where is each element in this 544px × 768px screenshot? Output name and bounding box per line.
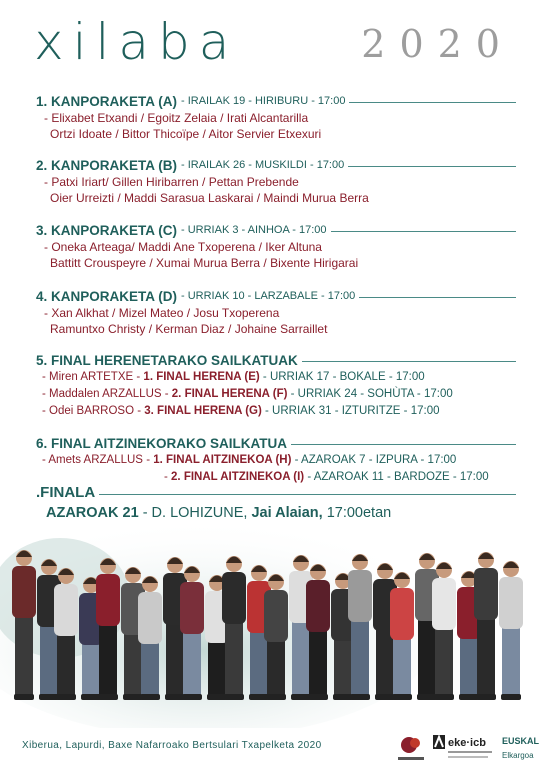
section-final-aitzinekoa: [36, 434, 516, 486]
participants-line: Oier Urreizti / Maddi Sarasua Laskarai / Maindi Murua Berra: [50, 191, 369, 205]
sponsor-logo-icon: [396, 732, 426, 764]
svg-text:EUSKAL: EUSKAL: [502, 736, 540, 746]
person-figure: [96, 558, 120, 700]
section-kanporaketa-a: [36, 92, 516, 142]
person-figure: [12, 550, 36, 700]
group-photo: [0, 528, 544, 728]
participants-line: - Xan Alkhat / Mizel Mateo / Josu Txoperena: [44, 306, 280, 320]
person-figure: [390, 572, 414, 700]
section-final-herena: [36, 351, 516, 420]
participants-line: - Patxi Iriart/ Gillen Hiribarren / Pettan Prebende: [44, 175, 299, 189]
svg-text:eke·icb: eke·icb: [448, 737, 486, 749]
divider: [359, 297, 516, 298]
qualifier-row: - 2. FINAL AITZINEKOA (I) - AZAROAK 11 - BARDOZE - 17:00: [164, 471, 489, 483]
section-title: 2. KANPORAKETA (B): [36, 157, 177, 173]
svg-text:Elkargoa: Elkargoa: [502, 751, 534, 760]
section-title: 1. KANPORAKETA (A): [36, 93, 177, 109]
person-figure: [264, 574, 288, 700]
section-title: 4. KANPORAKETA (D): [36, 288, 177, 304]
section-kanporaketa-d: [36, 287, 516, 337]
section-title: 6. FINAL AITZINEKORAKO SAILKATUA: [36, 435, 287, 451]
footer: [0, 728, 544, 768]
section-meta: - URRIAK 3 - AINHOA - 17:00: [181, 224, 327, 236]
eke-logo: [432, 732, 494, 764]
person-figure: [432, 562, 456, 700]
divider: [331, 231, 517, 232]
final-title: .FINALA: [36, 484, 96, 501]
person-figure: [348, 554, 372, 700]
participants-line: - Oneka Arteaga/ Maddi Ane Txoperena / Iker Altuna: [44, 240, 322, 254]
section-title: 3. KANPORAKETA (C): [36, 222, 177, 238]
section-meta: - IRAILAK 19 - HIRIBURU - 17:00: [181, 95, 346, 107]
person-figure: [306, 564, 330, 700]
poster-year: 2020: [361, 22, 514, 66]
qualifier-row: - Odei BARROSO - 3. FINAL HERENA (G) - URRIAK 31 - IZTURITZE - 17:00: [42, 405, 440, 417]
person-figure: [54, 568, 78, 700]
poster-header: [34, 14, 514, 70]
divider: [349, 102, 516, 103]
participants-line: Ramuntxo Christy / Kerman Diaz / Johaine Sarraillet: [50, 322, 328, 336]
qualifier-row: - Amets ARZALLUS - 1. FINAL AITZINEKOA (H) - AZAROAK 7 - IZPURA - 17:00: [42, 454, 457, 466]
section-title: 5. FINAL HERENETARAKO SAILKATUAK: [36, 352, 298, 368]
participants-line: - Elixabet Etxandi / Egoitz Zelaia / Irati Alcantarilla: [44, 111, 309, 125]
section-kanporaketa-c: [36, 221, 516, 271]
section-kanporaketa-b: [36, 156, 516, 206]
person-figure: [499, 561, 523, 700]
divider: [99, 494, 516, 495]
qualifier-row: - Miren ARTETXE - 1. FINAL HERENA (E) - URRIAK 17 - BOKALE - 17:00: [42, 371, 425, 383]
participants-line: Ortzi Idoate / Bittor Thicoïpe / Aitor Servier Etxexuri: [50, 127, 322, 141]
section-meta: - IRAILAK 26 - MUSKILDI - 17:00: [181, 159, 345, 171]
qualifier-row: - Maddalen ARZALLUS - 2. FINAL HERENA (F) - URRIAK 24 - SOHÙTA - 17:00: [42, 388, 453, 400]
person-figure: [138, 576, 162, 700]
final-details: AZAROAK 21 - D. LOHIZUNE, Jai Alaian, 17:00etan: [46, 505, 392, 521]
final-section: [36, 484, 516, 521]
divider: [302, 361, 516, 362]
person-figure: [222, 556, 246, 700]
participants-line: Battitt Crouspeyre / Xumai Murua Berra / Bixente Hirigarai: [50, 256, 359, 270]
divider: [348, 166, 516, 167]
divider: [291, 444, 516, 445]
person-figure: [180, 566, 204, 700]
footer-text: Xiberua, Lapurdi, Baxe Nafarroako Bertsulari Txapelketa 2020: [22, 740, 322, 751]
section-meta: - URRIAK 10 - LARZABALE - 17:00: [181, 290, 356, 302]
poster-title: xilaba: [34, 13, 239, 71]
euskal-elkargoa-logo: [500, 732, 540, 764]
person-figure: [474, 552, 498, 700]
